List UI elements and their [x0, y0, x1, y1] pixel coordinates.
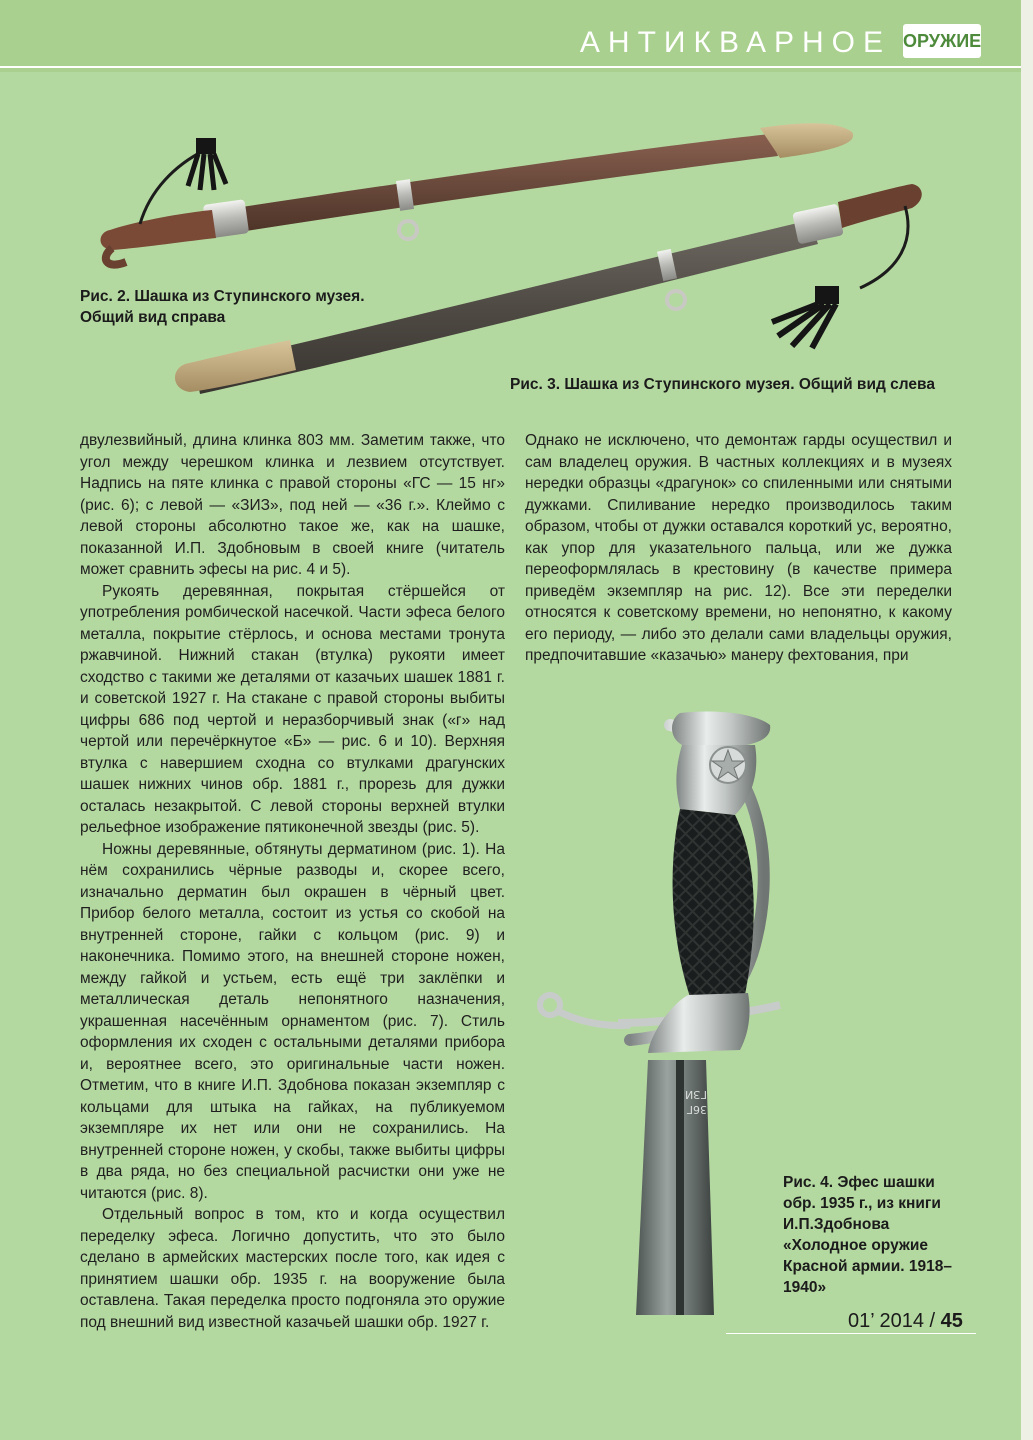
paragraph: двулезвийный, длина клинка 803 мм. Заметим также, что угол между черешком клинка и лезвием отсутствует. Надпись на пяте клинка с правой стороны «ГС — 15 нг» (рис. 6); с левой — «ЗИЗ», под ней — «36 г.». Клеймо с левой стороны абсолютно такое же, как на шашке, показанной И.П. Здобновым в своей книге (читатель может сравнить эфесы на рис. 4 и 5). [80, 432, 505, 578]
sabre-grip [101, 210, 217, 250]
section-title: АНТИКВАРНОЕ [579, 26, 891, 59]
paragraph: Ножны деревянные, обтянуты дерматином (рис. 1). На нём сохранились чёрные разводы и, скорее всего, изначально дерматин был окрашен в чёрный цвет. Прибор белого металла, состоит из устья со скобой на внутренней стороне, гайки с кольцом (рис. 9) и наконечника. Помимо этого, на внешней стороне ножен, между гайкой и устьем, есть ещё три заклёпки и металлическая деталь непонятного назначения, украшенная насечённым орнаментом (рис. 7). Стиль оформления их сходен с остальными деталями прибора и, вероятнее всего, это оригинальные части ножен. Отметим, что в книге И.П. Здобнова показан экземпляр с кольцами для штыка на гайках, на публикуемом экземпляре их нет или они не сохранились. На внутренней стороне ножен, у скобы, также выбиты цифры в два ряда, но без специальной расчистки они уже не читаются (рис. 8). [80, 840, 505, 1202]
figure-2-caption: Рис. 2. Шашка из Ступинского музея. Общий вид справа [80, 288, 365, 326]
header-rule [0, 66, 1021, 68]
paragraph: Однако не исключено, что демонтаж гарды осуществил и сам владелец оружия. В частных коллекциях и в музеях нередки образцы «драгунок» со спиленными или снятыми дужками. Спиливание нередко производилось таким образом, чтобы от дужки оставался короткий ус, вероятно, как упор для указательного пальца, или же дужка переоформлялась в крестовину (в качестве примера приведём экземпляр на рис. 12). Все эти переделки относятся к советскому времени, но непонятно, к какому его периоду, — либо это делали сами владельцы оружия, предпочитавшие «казачью» манеру фехтования, при [525, 432, 952, 664]
scabbard-ring-2 [667, 291, 685, 309]
tassel-icon-2 [772, 286, 839, 348]
hilt-photo-fig4 [530, 705, 782, 1315]
pommel [672, 712, 770, 748]
magazine-logo: ОРУЖИЕ [903, 24, 981, 58]
paragraph: Отдельный вопрос в том, кто и когда осуществил переделку эфеса. Логично допустить, что это было сделано в армейских мастерских после того, как идея с принятием шашки обр. 1935 г. на вооружение была оставлена. Такая переделка просто подгоняла это оружие под внешний вид известной казачьей шашки обр. 1927 г. [80, 1206, 505, 1331]
paragraph: Рукоять деревянная, покрытая стёршейся от употребления ромбической насечкой. Части эфеса белого металла, покрытие стёрлось, и основа местами тронута ржавчиной. Нижний стакан (втулка) рукояти имеет сходство с такими же деталями от казачьих шашек 1881 г. и советской 1927 г. На стакане с правой стороны выбиты цифры 686 под чертой и неразборчивый знак («г» над чертой или перечёркнутое «Б» — рис. 6 и 10). Верхняя втулка с навершием сходна со втулками драгунских шашек нижних чинов обр. 1881 г., прорезь для дужки осталась незакрытой. С левой стороны верхней втулки рельефное изображение пятиконечной звезды (рис. 5). [80, 582, 505, 836]
page-folio [848, 1310, 963, 1333]
tassel-icon [188, 138, 226, 190]
figure-3-caption: Рис. 3. Шашка из Ступинского музея. Общий вид слева [510, 376, 935, 393]
page-edge [1021, 0, 1033, 1440]
footer-rule [726, 1333, 976, 1334]
sabre-photo-fig2-fig3 [0, 120, 1021, 400]
issue-label: 01’ 2014 / [848, 1310, 941, 1332]
scabbard-ring [399, 221, 417, 239]
page-header [0, 0, 1021, 72]
article-column-right [525, 430, 952, 667]
blade-mark-2: ГЗИ [685, 1088, 707, 1101]
article-column-left [80, 430, 505, 1333]
lower-ferrule [648, 993, 750, 1053]
blade-mark-1: 36Г [686, 1103, 707, 1116]
page-number: 45 [940, 1310, 963, 1332]
figure-4-caption: Рис. 4. Эфес шашки обр. 1935 г., из книги И.П.Здобнова «Холодное оружие Красной армии. 1918–1940» [783, 1174, 952, 1296]
star-icon [710, 747, 746, 783]
grip [673, 809, 754, 997]
